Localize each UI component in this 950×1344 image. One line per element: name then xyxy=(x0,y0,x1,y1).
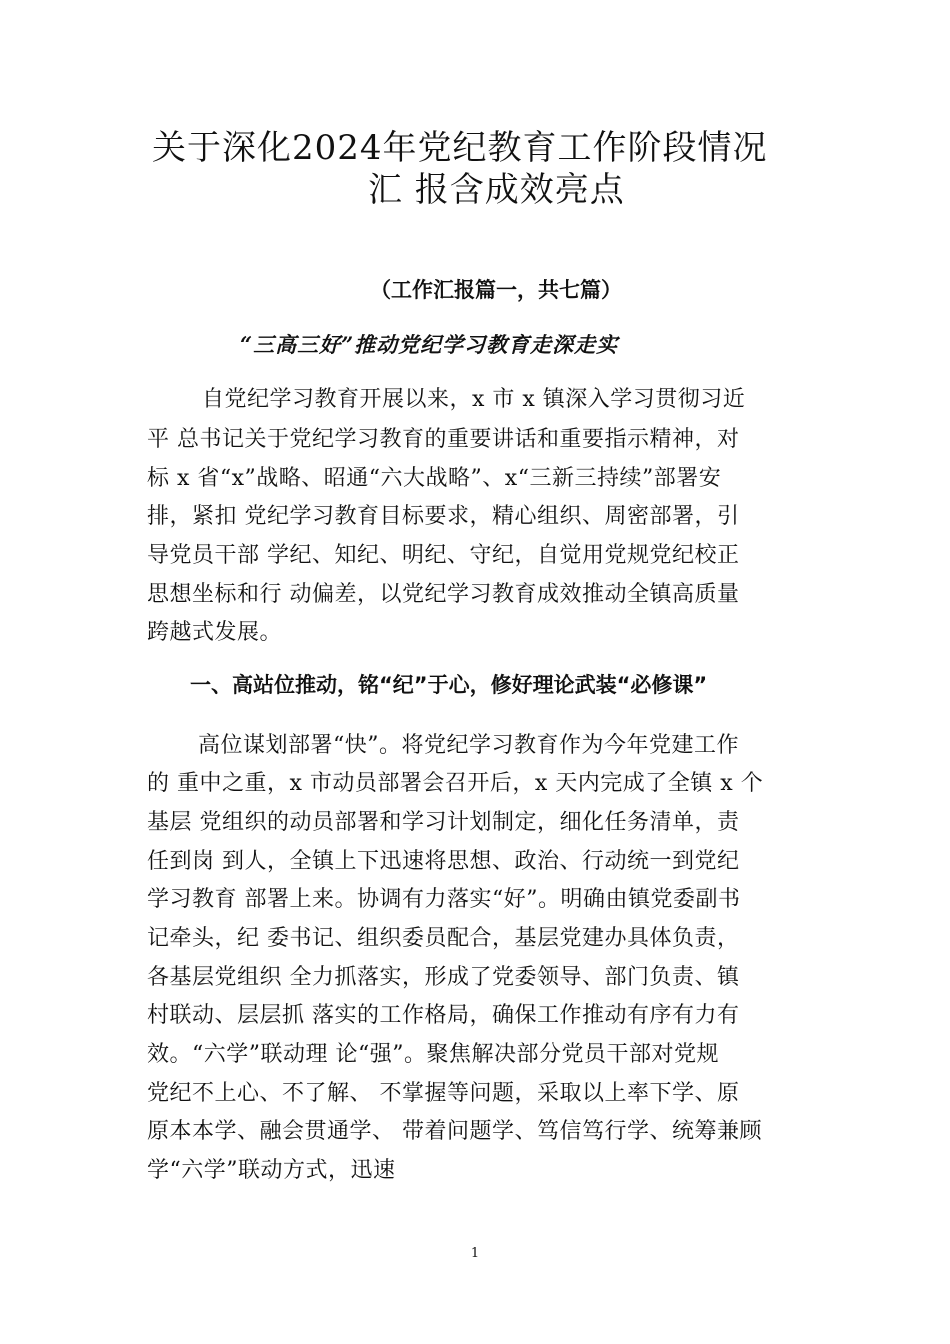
section-line: 任到岗 到人，全镇上下迅速将思想、政治、行动统一到党纪 xyxy=(147,849,740,874)
section-line: 各基层党组织 全力抓落实，形成了党委领导、部门负责、镇 xyxy=(147,965,740,990)
section-line: 的 重中之重，x 市动员部署会召开后，x 天内完成了全镇 x 个 xyxy=(147,771,764,796)
document-title-line-2: 汇 报含成效亮点 xyxy=(368,170,625,210)
intro-line: 自党纪学习教育开展以来，x 市 x 镇深入学习贯彻习近 xyxy=(202,387,746,412)
section-heading: 一、高站位推动，铭“纪”于心，修好理论武装“必修课” xyxy=(190,673,708,697)
section-line: 村联动、层层抓 落实的工作格局，确保工作推动有序有力有 xyxy=(147,1003,740,1028)
section-line: 学习教育 部署上来。协调有力落实“好”。明确由镇党委副书 xyxy=(147,887,741,912)
document-title-line-1: 关于深化2024年党纪教育工作阶段情况 xyxy=(152,128,768,168)
section-line: 记牵头，纪 委书记、组织委员配合，基层党建办具体负责， xyxy=(147,926,740,951)
document-subtitle: （工作汇报篇一，共七篇） xyxy=(370,278,622,302)
intro-line: 跨越式发展。 xyxy=(147,620,283,645)
section-line: 效。“六学”联动理 论“强”。聚焦解决部分党员干部对党规 xyxy=(147,1042,719,1067)
page-number: 1 xyxy=(470,1246,480,1261)
section-line: 原本本学、融会贯通学、 带着问题学、笃信笃行学、统筹兼顾 xyxy=(147,1119,762,1144)
article-title: “三高三好”推动党纪学习教育走深走实 xyxy=(240,332,619,357)
intro-line: 平 总书记关于党纪学习教育的重要讲话和重要指示精神，对 xyxy=(147,427,740,452)
intro-line: 标 x 省“x”战略、昭通“六大战略”、x“三新三持续”部署安 xyxy=(147,466,722,491)
section-line: 学“六学”联动方式，迅速 xyxy=(147,1158,396,1183)
intro-line: 思想坐标和行 动偏差，以党纪学习教育成效推动全镇高质量 xyxy=(147,582,740,607)
intro-line: 排，紧扣 党纪学习教育目标要求，精心组织、周密部署，引 xyxy=(147,504,740,529)
section-line: 高位谋划部署“快”。将党纪学习教育作为今年党建工作 xyxy=(198,733,739,758)
intro-line: 导党员干部 学纪、知纪、明纪、守纪，自觉用党规党纪校正 xyxy=(147,543,740,568)
section-line: 基层 党组织的动员部署和学习计划制定，细化任务清单，责 xyxy=(147,810,740,835)
section-line: 党纪不上心、不了解、 不掌握等问题，采取以上率下学、原 xyxy=(147,1081,740,1106)
